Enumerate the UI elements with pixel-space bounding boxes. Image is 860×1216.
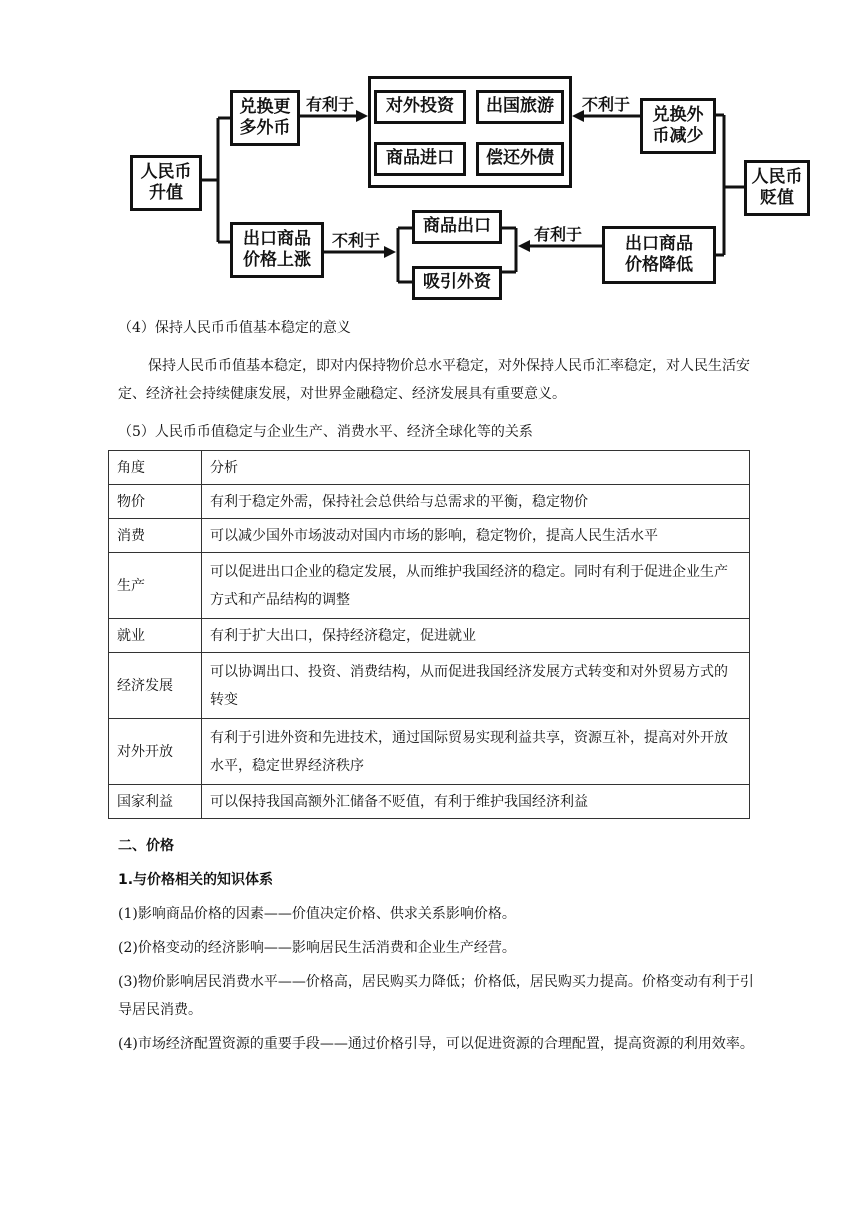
unfavorable-label-1: 不利于 [582,95,631,114]
rmb-appreciation-box: 人民币 升值 [130,155,202,211]
analysis-cell: 有利于引进外资和先进技术，通过国际贸易实现利益共享，资源互补，提高对外开放水平，稳定世界经济秩序 [202,719,750,785]
table-row [109,553,750,619]
price-item-3: (3)物价影响居民消费水平——价格高，居民购买力降低；价格低，居民购买力提高。价格变动有利于引导居民消费。 [118,974,754,1018]
aspect-cell: 生产 [109,553,202,619]
commodity-import-box: 商品进口 [374,142,466,176]
analysis-cell: 有利于稳定外需，保持社会总供给与总需求的平衡，稳定物价 [202,485,750,519]
rmb-depreciation-box: 人民币 贬值 [744,160,810,216]
table-row [109,653,750,719]
export-price-up-box: 出口商品 价格上涨 [230,222,324,278]
part-2-subtitle: 1.与价格相关的知识体系 [118,872,274,888]
attract-foreign-investment-box: 吸引外资 [412,266,502,300]
price-item-1: (1)影响商品价格的因素——价值决定价格、供求关系影响价格。 [118,906,516,922]
unfavorable-label-2: 不利于 [332,231,381,250]
analysis-cell: 可以协调出口、投资、消费结构，从而促进我国经济发展方式转变和对外贸易方式的转变 [202,653,750,719]
analysis-cell: 可以保持我国高额外汇储备不贬值，有利于维护我国经济利益 [202,785,750,819]
table-header-aspect: 角度 [109,451,202,485]
repay-foreign-debt-box: 偿还外债 [476,142,564,176]
aspect-cell: 就业 [109,619,202,653]
currency-value-diagram [0,0,860,310]
table-header-row [109,451,750,485]
exchange-less-box: 兑换外 币减少 [640,98,716,154]
aspect-cell: 国家利益 [109,785,202,819]
analysis-cell: 可以减少国外市场波动对国内市场的影响，稳定物价，提高人民生活水平 [202,519,750,553]
section-4-body: 保持人民币币值基本稳定，即对内保持物价总水平稳定，对外保持人民币汇率稳定，对人民生活安定、经济社会持续健康发展，对世界金融稳定、经济发展具有重要意义。 [118,358,750,402]
aspect-cell: 经济发展 [109,653,202,719]
section-4-heading: （4）保持人民币币值基本稳定的意义 [118,320,351,336]
table-header-analysis: 分析 [202,451,750,485]
table-row [109,519,750,553]
export-price-down-box: 出口商品 价格降低 [602,226,716,284]
table-row [109,785,750,819]
table-row [109,619,750,653]
overseas-travel-box: 出国旅游 [476,90,564,124]
commodity-export-box: 商品出口 [412,210,502,244]
table-row [109,485,750,519]
aspect-cell: 物价 [109,485,202,519]
exchange-more-box: 兑换更 多外币 [230,90,300,146]
favorable-label-1: 有利于 [306,95,355,114]
aspect-cell: 对外开放 [109,719,202,785]
analysis-cell: 有利于扩大出口，保持经济稳定，促进就业 [202,619,750,653]
price-item-4: (4)市场经济配置资源的重要手段——通过价格引导，可以促进资源的合理配置，提高资源的利用效率。 [118,1036,754,1052]
part-2-title: 二、价格 [118,838,174,854]
section-5-heading: （5）人民币币值稳定与企业生产、消费水平、经济全球化等的关系 [118,424,533,440]
table-row [109,719,750,785]
outbound-investment-box: 对外投资 [374,90,466,124]
price-item-2: (2)价格变动的经济影响——影响居民生活消费和企业生产经营。 [118,940,516,956]
analysis-cell: 可以促进出口企业的稳定发展，从而维护我国经济的稳定。同时有利于促进企业生产方式和产品结构的调整 [202,553,750,619]
favorable-label-2: 有利于 [534,225,583,244]
relation-table [108,450,750,819]
aspect-cell: 消费 [109,519,202,553]
